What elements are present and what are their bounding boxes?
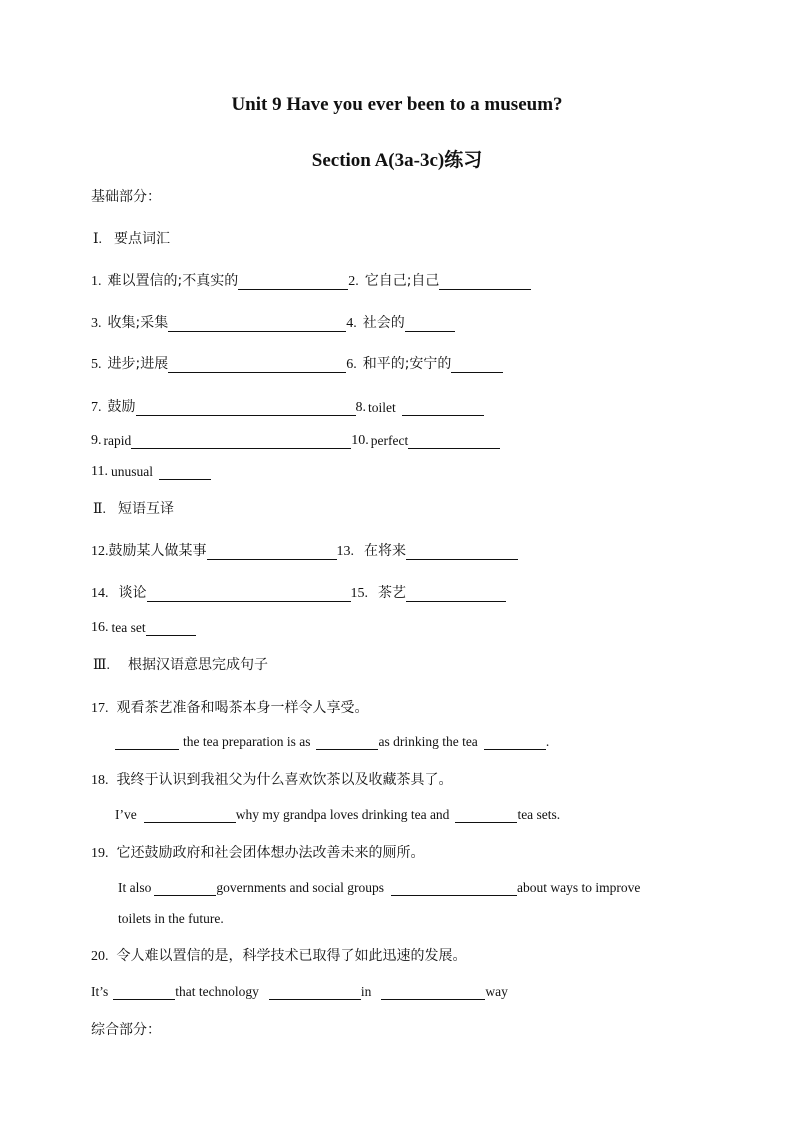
q20-prompt [91, 945, 467, 965]
answer-blank[interactable] [316, 735, 378, 750]
english-fragment: the tea preparation is as [183, 734, 311, 749]
part1-heading [93, 228, 170, 248]
chinese-sentence: 它还鼓励政府和社会团体想办法改善未来的厕所。 [116, 845, 425, 861]
part3-numeral: Ⅲ. [93, 658, 111, 673]
vocab-row-3 [91, 353, 503, 373]
item-prompt: 谈论 [118, 585, 147, 601]
part1-heading-text: 要点词汇 [114, 231, 171, 247]
item-prompt: 茶艺 [378, 585, 406, 601]
vocab-row-6 [91, 464, 211, 480]
item-prompt: unusual [110, 464, 153, 479]
answer-blank[interactable] [408, 434, 500, 449]
part2-heading [93, 498, 174, 518]
item-number: 17. [91, 701, 109, 716]
answer-blank[interactable] [405, 317, 455, 332]
chinese-sentence: 观看茶艺准备和喝茶本身一样令人享受。 [116, 700, 369, 716]
q20-answer-line [91, 984, 508, 1000]
part3-heading-text: 根据汉语意思完成句子 [128, 657, 269, 673]
basic-section-heading: 基础部分： [91, 189, 161, 205]
english-fragment: in [360, 984, 372, 999]
vocab-row-1 [91, 270, 531, 290]
item-number: 6. [346, 357, 357, 372]
vocab-row-2 [91, 312, 455, 332]
phrase-row-2 [91, 582, 506, 602]
item-prompt: 社会的 [362, 315, 405, 331]
vocab-row-4 [91, 396, 484, 416]
item-number: 15. [350, 586, 368, 601]
page-title: Unit 9 Have you ever been to a museum? [231, 94, 563, 115]
answer-blank[interactable] [451, 358, 503, 373]
english-fragment: I’ve [115, 807, 137, 822]
item-prompt: perfect [370, 433, 409, 448]
item-number: 1. [91, 274, 102, 289]
part2-numeral: Ⅱ. [93, 502, 107, 517]
part3-heading [93, 654, 268, 674]
answer-blank[interactable] [484, 735, 546, 750]
part2-heading-text: 短语互译 [118, 501, 175, 517]
q17-prompt [91, 697, 369, 717]
vocab-row-5 [91, 433, 500, 449]
english-fragment: that technology [175, 984, 259, 999]
answer-blank[interactable] [455, 808, 517, 823]
item-number: 13. [336, 544, 354, 559]
item-number: 4. [346, 316, 357, 331]
answer-blank[interactable] [391, 881, 517, 896]
item-prompt: toilet [368, 400, 396, 415]
answer-blank[interactable] [113, 985, 175, 1000]
q18-prompt [91, 769, 453, 789]
q17-answer-line [115, 734, 549, 750]
item-number: 10. [351, 433, 369, 448]
item-number: 2. [348, 274, 359, 289]
item-number: 3. [91, 316, 102, 331]
answer-blank[interactable] [439, 275, 531, 290]
item-prompt: 难以置信的;不真实的 [107, 273, 239, 289]
answer-blank[interactable] [238, 275, 348, 290]
english-fragment: tea sets. [517, 807, 561, 822]
chinese-sentence: 令人难以置信的是，科学技术已取得了如此迅速的发展。 [116, 948, 467, 964]
item-number: 7. [91, 400, 102, 415]
q18-answer-line [115, 807, 560, 823]
answer-blank[interactable] [402, 401, 484, 416]
english-fragment: It also [118, 880, 152, 895]
q19-answer-line-2: toilets in the future. [118, 911, 224, 926]
english-fragment: It’s [91, 984, 109, 999]
answer-blank[interactable] [146, 621, 196, 636]
answer-blank[interactable] [147, 587, 351, 602]
item-prompt: 和平的;安宁的 [362, 356, 452, 372]
answer-blank[interactable] [154, 881, 216, 896]
chinese-sentence: 我终于认识到我祖父为什么喜欢饮茶以及收藏茶具了。 [116, 772, 453, 788]
answer-blank[interactable] [168, 358, 346, 373]
item-prompt: 鼓励某人做某事 [108, 543, 207, 559]
english-fragment: why my grandpa loves drinking tea and [235, 807, 450, 822]
phrase-row-1 [91, 540, 518, 560]
english-fragment: about ways to improve [516, 880, 641, 895]
english-fragment: . [545, 734, 550, 749]
q19-answer-line-1 [118, 880, 640, 896]
answer-blank[interactable] [381, 985, 485, 1000]
page-subtitle: Section A(3a-3c)练习 [311, 150, 483, 171]
item-prompt: tea set [111, 620, 146, 635]
item-prompt: 它自己;自己 [364, 273, 440, 289]
english-fragment: governments and social groups [216, 880, 384, 895]
item-number: 11. [91, 464, 108, 479]
english-fragment: as drinking the tea [378, 734, 478, 749]
item-prompt: rapid [103, 433, 132, 448]
item-prompt: 进步;进展 [107, 356, 169, 372]
item-number: 20. [91, 949, 109, 964]
item-number: 5. [91, 357, 102, 372]
answer-blank[interactable] [406, 545, 518, 560]
answer-blank[interactable] [136, 401, 356, 416]
item-number: 8. [355, 400, 366, 415]
item-number: 18. [91, 773, 109, 788]
phrase-row-3 [91, 620, 196, 636]
item-number: 19. [91, 846, 109, 861]
item-number: 12. [91, 544, 109, 559]
part1-numeral: Ⅰ. [93, 232, 103, 247]
item-prompt: 收集;采集 [107, 315, 169, 331]
q19-prompt [91, 842, 425, 862]
item-number: 16. [91, 620, 109, 635]
item-prompt: 在将来 [364, 543, 406, 559]
item-number: 14. [91, 586, 109, 601]
answer-blank[interactable] [159, 465, 211, 480]
item-prompt: 鼓励 [107, 399, 136, 415]
answer-blank[interactable] [207, 545, 337, 560]
answer-blank[interactable] [115, 735, 179, 750]
answer-blank[interactable] [406, 587, 506, 602]
item-number: 9. [91, 433, 102, 448]
answer-blank[interactable] [131, 434, 351, 449]
answer-blank[interactable] [144, 808, 236, 823]
comprehensive-section-heading: 综合部分： [91, 1022, 161, 1038]
answer-blank[interactable] [168, 317, 346, 332]
answer-blank[interactable] [269, 985, 361, 1000]
english-fragment: way [485, 984, 508, 999]
